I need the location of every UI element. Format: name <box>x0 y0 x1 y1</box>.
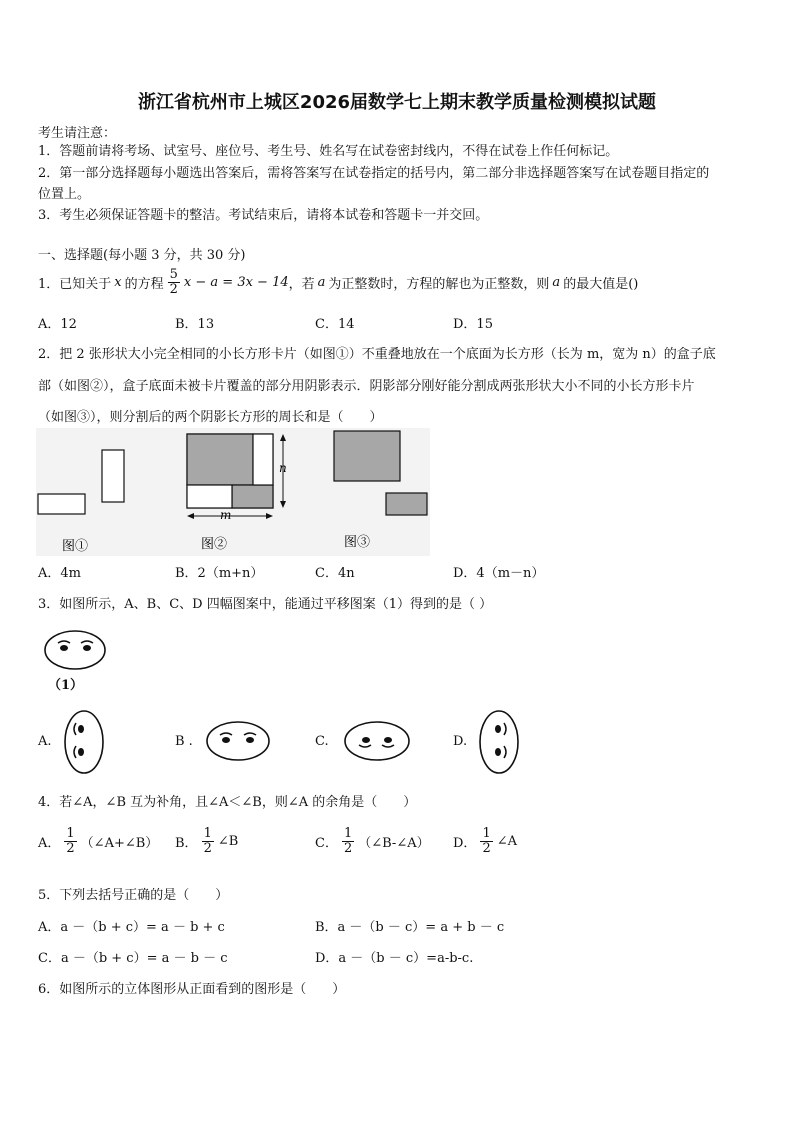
q5-option-c[interactable]: C．a －（b + c）= a － b － c <box>38 951 228 966</box>
q1-var-a: a <box>317 275 326 291</box>
shaded-rect-small <box>386 493 427 515</box>
q4-option-c-expr: （∠B-∠A） <box>358 836 430 852</box>
shaded-region-1 <box>187 434 253 485</box>
fig-label-2: 图② <box>201 537 228 552</box>
q3-option-c-figure[interactable] <box>342 718 412 764</box>
q1-frac-den: 2 <box>169 282 178 298</box>
q4-option-b-den: 2 <box>203 841 212 857</box>
q2-line-3: （如图③），则分割后的两个阴影长方形的周长和是（ ） <box>38 410 383 425</box>
page-title: 浙江省杭州市上城区2026届数学七上期末教学质量检测模拟试题 <box>137 92 657 113</box>
q2-option-a[interactable]: A．4m <box>38 566 81 581</box>
q4-option-a-fraction <box>64 827 76 857</box>
q4-option-b[interactable] <box>175 827 238 857</box>
q4-option-a-expr: （∠A+∠B） <box>80 836 159 852</box>
q2-option-c[interactable]: C．4n <box>315 566 355 581</box>
card-vertical <box>102 450 124 502</box>
q1-fraction <box>168 268 180 298</box>
fig-label-1: 图① <box>62 539 89 554</box>
q1-mid: 的方程 <box>124 277 164 293</box>
q4-option-a-num: 1 <box>66 826 75 841</box>
q4-option-b-expr: ∠B <box>217 834 239 850</box>
shaded-rect-large <box>334 431 400 481</box>
q5-option-b[interactable]: B．a －（b － c）= a + b － c <box>315 920 505 935</box>
q4-option-c-num: 1 <box>343 826 353 841</box>
q5-option-d[interactable]: D．a －（b － c）=a-b-c. <box>315 951 474 966</box>
q1-prefix: 1．已知关于 <box>38 277 112 293</box>
q1-frac-num: 5 <box>169 267 178 282</box>
q4-option-a[interactable] <box>38 827 158 857</box>
q2-figure <box>36 428 430 556</box>
q3-option-d-label[interactable]: D. <box>453 734 468 749</box>
q1-suffix3: 的最大值是() <box>563 277 639 293</box>
q4-option-d[interactable] <box>453 827 517 857</box>
q4-option-d-label: D． <box>453 836 477 852</box>
shaded-region-2 <box>232 485 273 508</box>
q2-option-b[interactable]: B．2（m+n） <box>175 566 264 581</box>
q1-option-c[interactable]: C．14 <box>315 317 355 332</box>
notice-item-2: 2．第一部分选择题每小题选出答案后，需将答案写在试卷指定的括号内，第二部分非选择题答案写在试卷题目指定的 <box>38 166 710 181</box>
q4-option-c-label: C． <box>315 836 338 852</box>
notice-item-2-cont: 位置上。 <box>38 187 91 202</box>
q3-option-c-label[interactable]: C. <box>315 734 329 749</box>
q4-option-a-label: A． <box>38 836 61 852</box>
q3-option-b-figure[interactable] <box>204 718 272 764</box>
q4-option-c[interactable] <box>315 827 430 857</box>
card-in-box-horizontal <box>187 485 232 508</box>
q1-suffix1: ，若 <box>288 277 315 293</box>
q6-text: 6．如图所示的立体图形从正面看到的图形是（ ） <box>38 982 346 997</box>
q2-line-2: 部（如图②），盒子底面未被卡片覆盖的部分用阴影表示．阴影部分刚好能分割成两张形状大小不同的小长方形卡片 <box>38 379 695 394</box>
q1-option-b[interactable]: B．13 <box>175 317 215 332</box>
q1-var-a2: a <box>552 275 561 291</box>
q5-option-a[interactable]: A．a －（b + c）= a － b + c <box>38 920 225 935</box>
q3-text: 3．如图所示，A、B、C、D 四幅图案中，能通过平移图案（1）得到的是（ ） <box>38 597 493 612</box>
dim-m-label: m <box>220 508 232 522</box>
q2-option-d[interactable]: D．4（m－n） <box>453 566 545 581</box>
q3-option-a-figure[interactable] <box>62 708 108 776</box>
q2-line-1: 2．把 2 张形状大小完全相同的小长方形卡片（如图①）不重叠地放在一个底面为长方形（长为 m，宽为 n）的盒子底 <box>38 347 716 362</box>
q1-suffix2: 为正整数时，方程的解也为正整数，则 <box>328 277 550 293</box>
q3-figure-label: （1） <box>48 678 84 693</box>
question-1 <box>38 268 638 298</box>
q4-option-b-num: 1 <box>203 826 212 841</box>
q4-option-c-fraction <box>342 827 354 857</box>
fig-label-3: 图③ <box>344 535 371 550</box>
q4-option-d-expr: ∠A <box>496 834 517 850</box>
section-heading: 一、选择题(每小题 3 分，共 30 分) <box>38 248 246 263</box>
q1-option-a[interactable]: A．12 <box>38 317 77 332</box>
notice-heading: 考生请注意： <box>38 126 117 141</box>
q4-option-b-fraction <box>202 827 214 857</box>
card-in-box-vertical <box>253 434 273 485</box>
q1-equation: x − a = 3x − 14 <box>183 275 289 291</box>
q4-option-b-label: B． <box>175 836 198 852</box>
dim-n-label: n <box>279 461 287 475</box>
card-horizontal <box>38 494 85 514</box>
notice-item-1: 1．答题前请将考场、试室号、座位号、考生号、姓名写在试卷密封线内，不得在试卷上作任何标记。 <box>38 144 619 159</box>
q3-option-b-label[interactable]: B . <box>175 734 193 749</box>
q3-option-a-label[interactable]: A. <box>38 734 52 749</box>
notice-item-3: 3．考生必须保证答题卡的整洁。考试结束后，请将本试卷和答题卡一并交回。 <box>38 208 489 223</box>
q3-option-d-figure[interactable] <box>476 708 522 776</box>
q4-text: 4．若∠A，∠B 互为补角，且∠A＜∠B，则∠A 的余角是（ ） <box>38 795 417 810</box>
q4-option-d-num: 1 <box>482 826 491 841</box>
q1-var-x: x <box>114 275 122 291</box>
q4-option-a-den: 2 <box>66 841 75 857</box>
q4-option-c-den: 2 <box>343 841 353 857</box>
q4-option-d-fraction <box>480 827 492 857</box>
q1-option-d[interactable]: D．15 <box>453 317 493 332</box>
q4-option-d-den: 2 <box>482 841 491 857</box>
face-pattern-1 <box>42 626 112 674</box>
q5-text: 5．下列去括号正确的是（ ） <box>38 888 229 903</box>
